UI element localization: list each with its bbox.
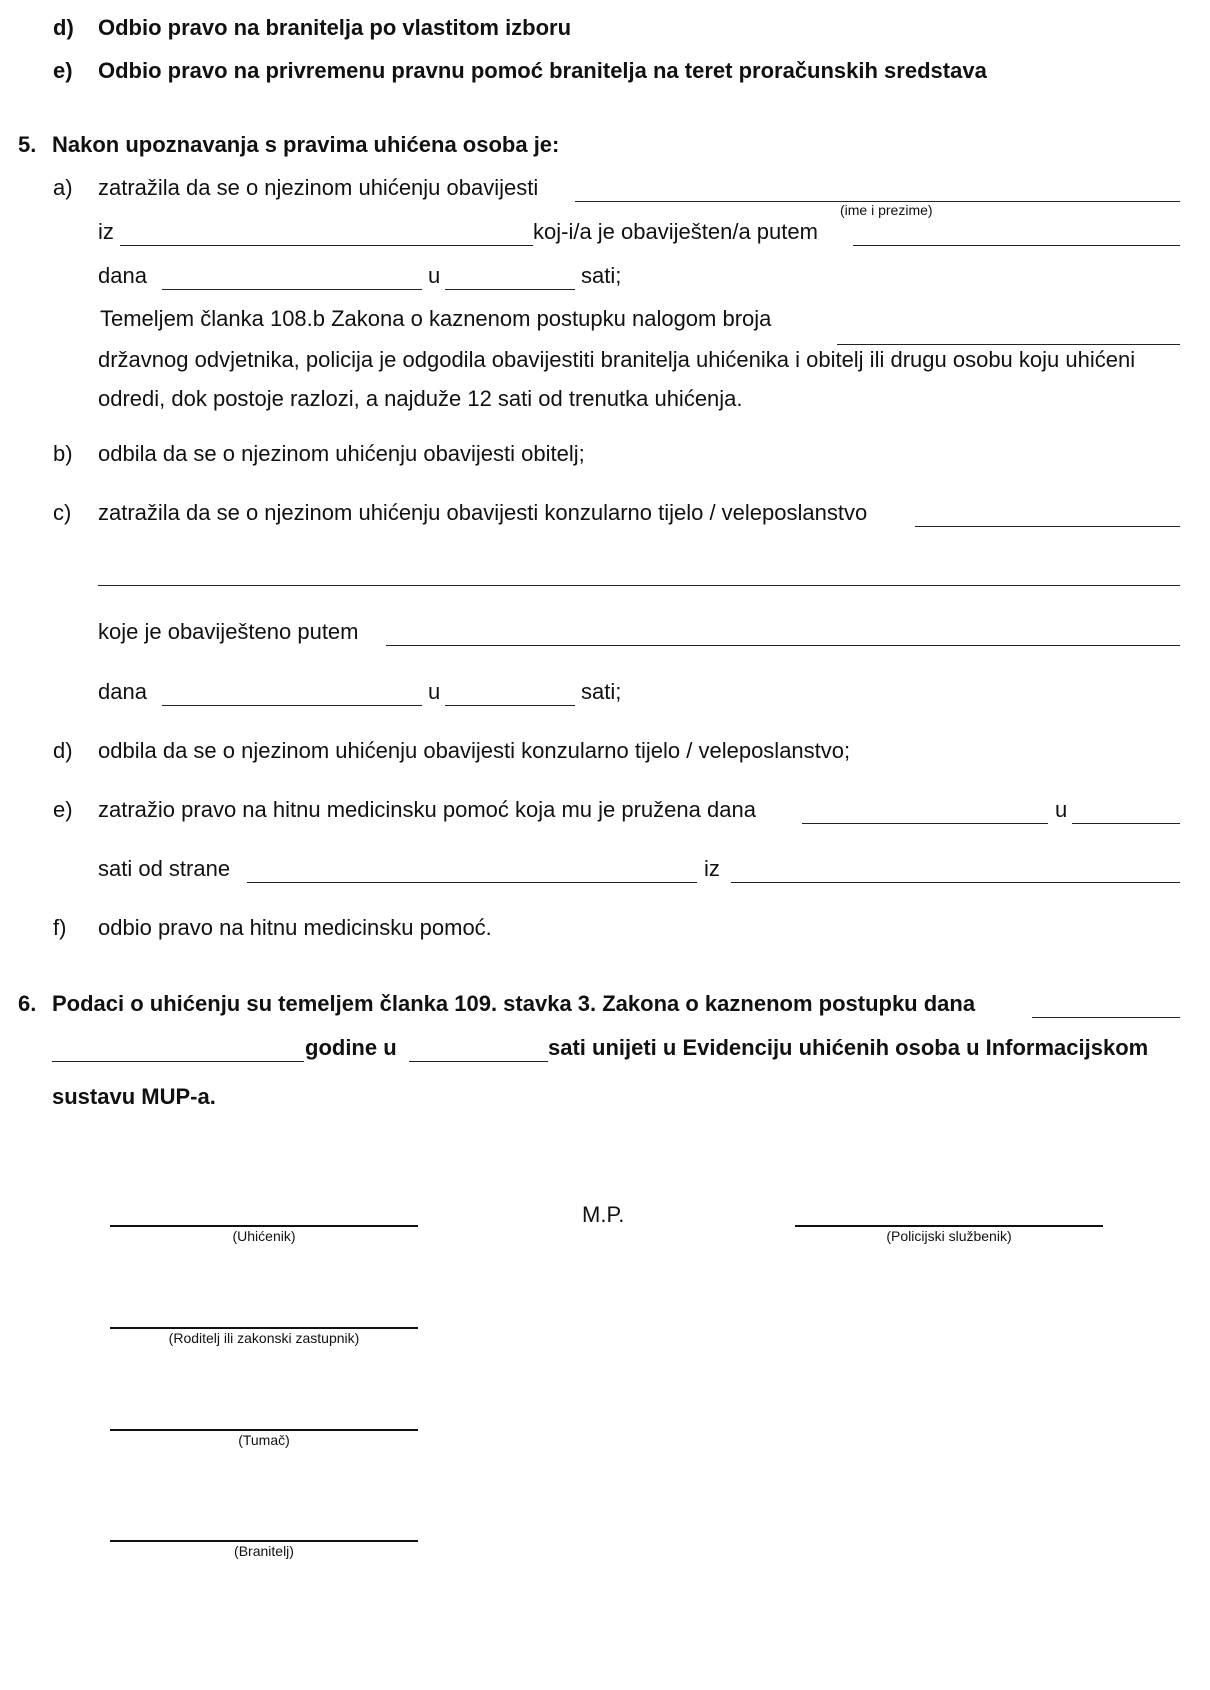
note-text: odredi, dok postoje razlozi, a najduže 12 sati od trenutka uhićenja. [98,386,743,411]
item-text: odbila da se o njezinom uhićenju obavijesti obitelj; [98,441,585,466]
signature-caption: (Policijski službenik) [886,1228,1012,1244]
signature-caption: (Branitelj) [234,1543,294,1559]
item-letter: e) [53,58,73,83]
label-u: u [428,263,441,288]
section-6-text: Podaci o uhićenju su temeljem članka 109. stavka 3. Zakona o kaznenom postupku dana [52,991,976,1016]
label-koji: koj-i/a je obaviješten/a putem [533,219,818,244]
item-text: odbila da se o njezinom uhićenju obavijesti konzularno tijelo / veleposlanstvo; [98,738,851,763]
signature-line[interactable] [110,1429,418,1431]
label-dana: dana [98,679,147,704]
date-field-line[interactable] [52,1061,304,1062]
order-number-line[interactable] [837,344,1180,345]
label-putem: koje je obaviješteno putem [98,619,359,644]
date-field-line[interactable] [162,705,422,706]
note-text: državnog odvjetnika, policija je odgodila obavijestiti branitelja uhićenika i obitelj ili drugu osobu koju uhićeni [98,347,1136,372]
label-dana: dana [98,263,147,288]
signature-line[interactable] [110,1540,418,1542]
signature-caption: (Roditelj ili zakonski zastupnik) [168,1330,360,1346]
item-letter: f) [53,915,67,940]
label-sati-od-strane: sati od strane [98,856,231,881]
label-u: u [1055,797,1068,822]
stamp-label: M.P. [582,1202,625,1227]
time-field-line[interactable] [445,705,575,706]
section-6-text: sati unijeti u Evidenciju uhićenih osoba u Informacijskom [548,1035,1149,1060]
item-text: Odbio pravo na privremenu pravnu pomoć branitelja na teret proračunskih sredstava [98,58,987,83]
provider-field-line[interactable] [247,882,697,883]
note-text: Temeljem članka 108.b Zakona o kaznenom postupku nalogom broja [100,306,772,331]
label-iz: iz [98,219,114,244]
item-letter: b) [53,441,73,466]
section-5-number: 5. [18,132,37,157]
item-letter: d) [53,738,73,763]
consulate-field-line[interactable] [98,585,1180,586]
signature-caption: (Uhićenik) [232,1228,296,1244]
time-field-line[interactable] [1072,823,1180,824]
consulate-field-line[interactable] [915,526,1180,527]
institution-field-line[interactable] [731,882,1180,883]
date-field-line[interactable] [802,823,1048,824]
label-sati: sati; [581,679,622,704]
item-letter: c) [53,500,72,525]
time-field-line[interactable] [445,289,575,290]
section-6-text: sustavu MUP-a. [52,1084,216,1109]
section-6-text: godine u [305,1035,397,1060]
via-field-line[interactable] [853,245,1180,246]
signature-line[interactable] [795,1225,1103,1227]
signature-caption: (Tumač) [238,1432,290,1448]
item-text: odbio pravo na hitnu medicinsku pomoć. [98,915,492,940]
label-u: u [428,679,441,704]
item-letter: d) [53,15,74,40]
signature-line[interactable] [110,1327,418,1329]
item-letter: a) [53,175,73,200]
signature-line[interactable] [110,1225,418,1227]
from-field-line[interactable] [120,245,533,246]
item-text: zatražila da se o njezinom uhićenju obavijesti [98,175,539,200]
date-field-line[interactable] [1032,1017,1180,1018]
item-text: zatražio pravo na hitnu medicinsku pomoć koja mu je pružena dana [98,797,756,822]
section-6-number: 6. [18,991,37,1016]
label-iz: iz [704,856,720,881]
item-letter: e) [53,797,73,822]
time-field-line[interactable] [409,1061,548,1062]
item-text: zatražila da se o njezinom uhićenju obavijesti konzularno tijelo / veleposlanstvo [98,500,868,525]
name-caption: (ime i prezime) [840,202,933,218]
date-field-line[interactable] [162,289,422,290]
label-sati: sati; [581,263,622,288]
section-5-title: Nakon upoznavanja s pravima uhićena osoba je: [52,132,560,157]
item-text: Odbio pravo na branitelja po vlastitom izboru [98,15,572,40]
via-field-line[interactable] [386,645,1180,646]
